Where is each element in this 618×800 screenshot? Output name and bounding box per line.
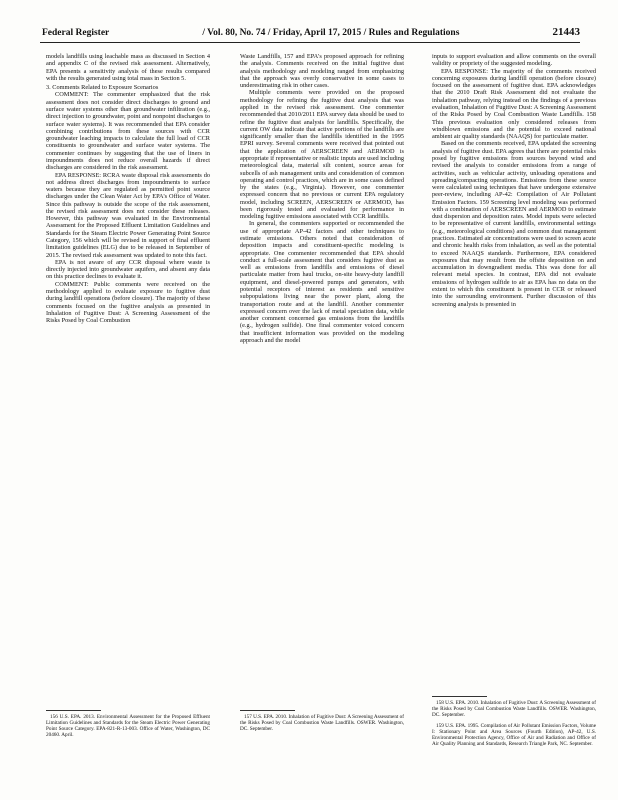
footnote-157: 157 U.S. EPA. 2010. Inhalation of Fugitive Dust: A Screening Assessment of the Risks Posed by Coal Combustion Waste Landfills. OSWER. Washington, DC. September. — [240, 714, 404, 732]
footnote-rule — [432, 696, 487, 697]
paragraph: Waste Landfills, 157 and EPA's proposed approach for refining the analysis. Comments received on the initial fugitive dust analysis methodology and modeling ranged from emphasizing that the approach was overly conservative in some cases to underestimating risk in other cases. — [240, 53, 404, 90]
section-heading: 3. Comments Related to Exposure Scenarios — [46, 84, 159, 92]
paragraph: COMMENT: Public comments were received on the methodology applied to evaluate exposure to fugitive dust during landfill operations (before closure). The majority of these comments focused on the fugitive analysis as presented in Inhalation of Fugitive Dust: A Screening Assessment of the Risks Posed by Coal Combustion — [46, 280, 210, 325]
column-2 — [240, 53, 404, 344]
footnotes-column-2 — [240, 704, 404, 732]
footnote-rule — [240, 710, 295, 711]
paragraph: EPA RESPONSE: The majority of the comments received concerning exposures during landfill operation (before closure) focused on the assessment of fugitive dust. EPA acknowledges that the 2010 Draft Risk Assessment did not evaluate the inhalation pathway, relying instead on the findings of a previous evaluation, Inhalation of Fugitive Dust: A Screening Assessment of the Risks Posed by Coal Combustion Waste Landfills. 158 This previous evaluation only considered releases from windblown emissions and the potential to exceed national ambient air quality standards (NAAQS) for particulate matter. — [432, 67, 596, 141]
paragraph: models landfills using leachable mass as discussed in Section 4 and appendix C of the revised risk assessment. Alternatively, EPA presents a sensitivity analysis of these results compared with the results generated using total mass in Section 5. — [46, 53, 210, 82]
paragraph: In general, the commenters supported or recommended the use of appropriate AP-42 factors and other techniques to estimate emissions. Others noted that consideration of deposition impacts and constituent-specific modeling is appropriate. One commenter recommended that EPA should conduct a full-scale assessment that considers fugitive dust as well as emissions from landfills and emissions of diesel particulate matter from haul trucks, on-site heavy-duty landfill equipment, and diesel-powered pumps and generators, with potential receptors of interest as residents and sensitive subpopulations living near the power plant, along the transportation route and at the landfill. Another commenter expressed concern over the lack of metal speciation data, while another comment concerned gas emissions from the landfills (e.g., hydrogen sulfide). One final commenter voiced concern that insufficient information was provided on the modeling approach and the model — [240, 220, 404, 344]
footnote-158: 158 U.S. EPA. 2010. Inhalation of Fugitive Dust: A Screening Assessment of the Risks Posed by Coal Combustion Waste Landfills. OSWER. Washington, DC. September. — [432, 700, 596, 718]
publication-name: Federal Register — [42, 28, 110, 38]
paragraph: COMMENT: The commenter emphasized that the risk assessment does not consider direct discharges to ground and surface water systems other than groundwater infiltration (e.g., direct injection to groundwater, point and nonpoint discharges to surface water systems). It was recommended that EPA consider combining contributions from these sources with CCR groundwater leaching impacts to calculate the full load of CCR constituents to groundwater and surface water systems. The commenter continues by suggesting that the use of liners in impoundments does not reduce overall hazards if direct discharges are considered in the risk assessment. — [46, 91, 210, 172]
paragraph: Multiple comments were provided on the proposed methodology for refining the fugitive dust analysis that was applied in the revised risk assessment. One commenter recommended that 2010/2011 EPA survey data should be used to refine the fugitive dust analysis for landfills. Specifically, the current OW data indicate that active portions of the landfills are significantly smaller than the landfills identified in the 1995 EPRI survey. Several comments were received that pointed out that the application of AERSCREEN and AERMOD is appropriate if representative or realistic inputs are used including meteorological data, material silt content, source areas for subcells of ash management units and consideration of common operating and control practices, which are in some cases defined by the states (e.g., Virginia). However, one commenter expressed concern that no previous or current EPA regulatory model, including SCREEN, AERSCREEN or AERMOD, has been rigorously tested and evaluated for performance in modeling fugitive emissions associated with CCR landfills. — [240, 89, 405, 221]
page-header — [42, 26, 580, 40]
footnotes-column-3 — [432, 690, 596, 747]
paragraph: Based on the comments received, EPA updated the screening analysis of fugitive dust. EPA agrees that there are potential risks posed by fugitive emissions from sources beyond wind and revised the analysis to consider emissions from a range of activities, such as vehicular activity, unloading operations and spreading/compacting operations. Emissions from these source were calculated using techniques that have undergone extensive peer-review, including AP-42: Compilation of Air Pollutant Emission Factors. 159 Screening level modeling was performed with a combination of AERSCREEN and AERMOD to estimate dust dispersion and deposition rates. Model inputs were selected to be representative of current landfills, environmental settings (e.g., meteorological conditions) and common dust management practices. Estimated air concentrations were used to screen acute and chronic health risks from inhalation, as well as the potential to exceed NAAQS standards. Furthermore, EPA considered exposures that may result from the offsite deposition on and accumulation in downgradient media. This was done for all relevant metal species. In contrast, EPA did not evaluate emissions of hydrogen sulfide to air as EPA has no data on the extent to which this constituent is present in CCR or released into the surrounding environment. Further discussion of this screening analysis is presented in — [432, 140, 596, 308]
footnote-rule — [46, 710, 101, 711]
paragraph: EPA RESPONSE: RCRA waste disposal risk assessments do not address direct discharges from impoundments to surface waters because they are regulated as permitted point source discharges under the Clean Water Act by EPA's Office of Water. Since this pathway is outside the scope of the risk assessment, the revised risk assessment does not consider these releases. However, this pathway was evaluated in the Environmental Assessment for the Proposed Effluent Limitation Guidelines and Standards for the Steam Electric Power Generating Point Source Category, 156 which will be revised in support of final effluent limitation guidelines (ELG) due to be released in September of 2015. The revised risk assessment was updated to note this fact. — [46, 171, 210, 259]
running-head: / Vol. 80, No. 74 / Friday, April 17, 2015 / Rules and Regulations — [202, 28, 460, 38]
header-rule — [40, 42, 580, 43]
paragraph: inputs to support evaluation and allow comments on the overall validity or propriety of the suggested modeling. — [432, 53, 596, 68]
paragraph: EPA is not aware of any CCR disposal where waste is directly injected into groundwater aquifers, and absent any data on this practice declines to evaluate it. — [46, 258, 210, 281]
footnote-159: 159 U.S. EPA. 1995. Compilation of Air Pollutant Emission Factors, Volume I: Stationary Point and Area Sources (Fourth Edition), AP-42, U.S. Environmental Protection Agency, Office of Air and Radiation and Office of Air Quality Planning and Standards, Research Triangle Park, NC. September. — [432, 723, 596, 747]
column-3 — [432, 53, 596, 308]
footnote-156: 156 U.S. EPA. 2013. Environmental Assessment for the Proposed Effluent Limitation Guidelines and Standards for the Steam Electric Power Generating Point Source Category. EPA-821-R-13-003. Office of Water, Washington, DC 20460. April. — [46, 714, 210, 738]
column-1 — [46, 53, 210, 324]
footnotes-column-1 — [46, 704, 210, 738]
page-number: 21443 — [552, 26, 580, 38]
